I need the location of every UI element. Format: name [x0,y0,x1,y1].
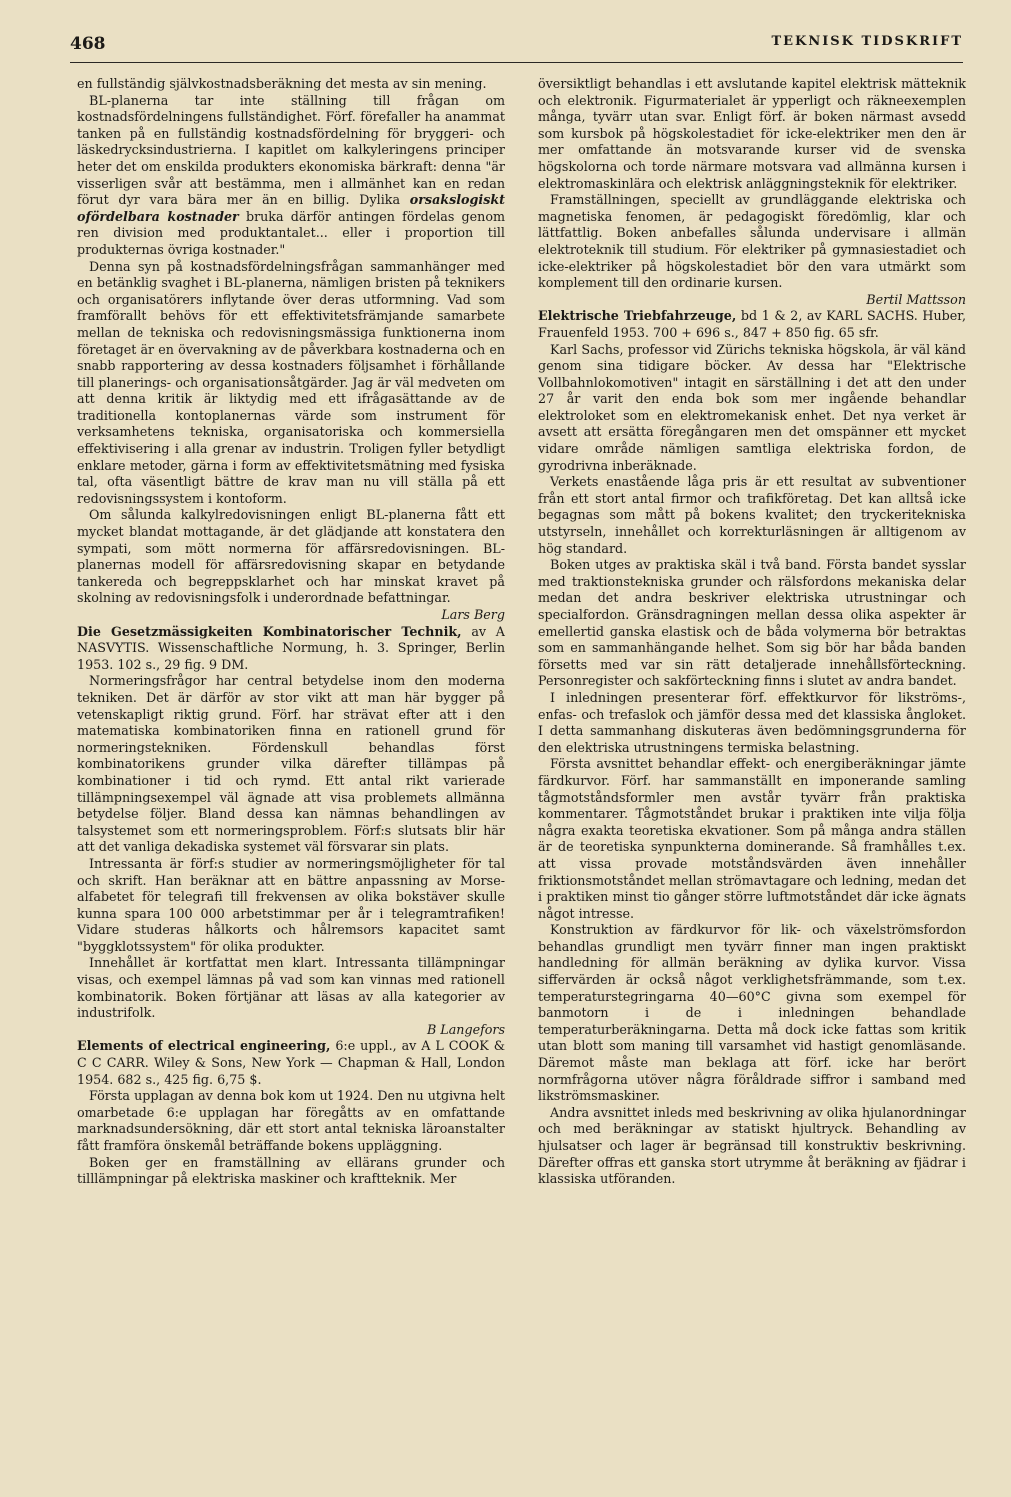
paragraph: Konstruktion av färdkurvor för lik- och växelströmsfordon behandlas grundligt men tyvärr finner man ingen praktiskt handledning för allmän beräkning av dylika kurvor. Vissa siffervärden är också något verklighetsfrämmande, som t.ex. temperaturstegringarna 40—60°C givna som exempel för banmotorn i de i inledningen behandlade temperaturberäkningarna. Detta må dock icke fattas som kritik utan blott som maning till varsamhet vid hastigt genomläsande. Däremot måste man beklaga att förf. icke har berört normfrågorna utöver några föråldrade siffror i samband med likströmsmaskiner. [538,922,966,1104]
running-header [70,28,963,63]
reviewer-signature: Lars Berg [441,607,505,622]
reviewer-signature: B Langefors [426,1021,505,1037]
review-heading [77,1038,505,1088]
book-title: Die Gesetzmässigkeiten Kombinatorischer Technik, [77,623,462,639]
paragraph: I inledningen presenterar förf. effektkurvor för likströms-, enfas- och trefaslok och jämför dessa med det klassiska ångloket. I detta sammanhang diskuteras även bedömningsgrunderna för den elektriska utrustningens termiska belastning. [538,689,966,755]
paragraph-text: BL-planerna tar inte ställning till frågan om kostnadsfördelningens fullständighet. Förf. förefaller ha anammat tanken på en fullständig kostnadsfördelning för bryggeri- och läskedrycksindustrierna. I kapitlet om kalkyleringens principer heter det om enskilda produkters ekonomiska bärkraft: denna "är visserligen svår att bestämma, men i allmänhet kan en redan förut dyr vara bära mer än en billig. Dylika [77,92,505,208]
book-title: Elements of electrical engineering, [77,1038,331,1054]
paragraph: Boken ger en framställning av ellärans grunder och tilllämpningar på elektriska maskiner och kraftteknik. Mer [77,1154,505,1187]
paragraph: Boken utges av praktiska skäl i två band. Första bandet sysslar med traktionstekniska grunder och rälsfordons mekaniska delar medan det andra beskriver elektriska utrustningar och specialfordon. Gränsdragningen mellan dessa olika aspekter är emellertid ganska elastisk och de båda volymerna bör betraktas som en sammanhängande helhet. Som sig bör har båda banden försetts med var sin rätt detaljerade innehållsförteckning. Personregister och sakförteckning finns i slutet av andra bandet. [538,557,966,689]
paragraph: Framställningen, speciellt av grundläggande elektriska och magnetiska fenomen, är pedagogiskt föredömlig, klar och lättfattlig. Boken anbefalles sålunda undervisare i allmän elektroteknik till studium. För elektriker på gymnasiestadiet och icke-elektriker på högskolestadiet bör den vara utmärkt som komplement till den ordinarie kursen. [538,192,966,291]
paragraph: Karl Sachs, professor vid Zürichs tekniska högskola, är väl känd genom sina tidigare böcker. Av dessa har "Elektrische Vollbahnlokomotiven" intagit en särställning i det att den under 27 år varit den enda bok som mer ingående behandlar elektroloket som en elektromekanisk enhet. Det nya verket är avsett att ersätta föregångaren men det omspänner ett mycket vidare område nämligen samtliga elektriska fordon, de gyrodrivna inberäknade. [538,341,966,473]
paragraph: Denna syn på kostnadsfördelningsfrågan sammanhänger med en betänklig svaghet i BL-planerna, nämligen bristen på teknikers och organisatörers inflytande över deras utformning. Vad som framförallt behövs för ett effektivitetsfrämjande samarbete mellan de tekniska och redovisningsmässiga funktionerna inom företaget är en övervakning av de påverkbara kostnaderna och en snabb rapportering av dessa kostnaders följsamhet i förhållande till planerings- och organisationsåtgärder. Jag är väl medveten om att denna kritik är liktydig med ett ifrågasättande av de traditionella kontoplanernas värde som instrument för verksamhetens tekniska, organisatoriska och kommersiella effektivisering i alla grenar av industrin. Troligen fyller betydligt enklare metoder, gärna i form av effektivitetsmätning med fysiska tal, ofta väsentligt bättre de krav man nu vill ställa på ett redovisningssystem i kontoform. [77,258,505,506]
emphasized-term: orsakslogiskt ofördelbara kostnader [77,192,505,224]
book-details: 6:e uppl., av A L COOK & C C CARR. Wiley & Sons, New York — Chapman & Hall, London 1954. 682 s., 425 fig. 6,75 $. [77,1038,505,1087]
paragraph: en fullständig självkostnadsberäkning det mesta av sin mening. [77,76,487,91]
paragraph: Andra avsnittet inleds med beskrivning av olika hjulanordningar och med beräkningar av statiskt hjultryck. Behandling av hjulsatser och lager är begränsad till konstruktiv beskrivning. Därefter offras ett ganska stort utrymme åt beräkning av fjädrar i klassiska utföranden. [538,1104,966,1187]
book-details: av A NASVYTIS. Wissenschaftliche Normung, h. 3. Springer, Berlin 1953. 102 s., 29 fig. 9 DM. [77,623,505,672]
paragraph: Innehållet är kortfattat men klart. Intressanta tillämpningar visas, och exempel lämnas på vad som kan vinnas med rationell kombinatorik. Boken förtjänar att läsas av alla kategorier av industrifolk. [77,955,505,1021]
book-title: Elektrische Triebfahrzeuge, [538,308,737,324]
review-heading [77,624,505,674]
paragraph: Intressanta är förf:s studier av normeringsmöjligheter för tal och skrift. Han beräknar att en bättre anpassning av Morse-alfabetet för telegrafi till frekvensen av olika bokstäver skulle kunna spara 100 000 arbetstimmar per år i telegramtrafiken! Vidare studeras hålkorts och hålremsors kapacitet samt "byggklotssystem" för olika produkter. [77,855,505,954]
journal-title: TEKNISK TIDSKRIFT [771,34,963,49]
right-column [538,76,966,1188]
paragraph: Första upplagan av denna bok kom ut 1924. Den nu utgivna helt omarbetade 6:e upplagan har föregåtts av en omfattande marknadsundersökning, där ett stort antal tekniska läroanstalter fått framföra önskemål beträffande bokens uppläggning. [77,1088,505,1153]
paragraph: Om sålunda kalkylredovisningen enligt BL-planerna fått ett mycket blandat mottagande, är det glädjande att konstatera den sympati, som mött normerna för affärsredovisningen. BL-planernas modell för affärsredovisning skapar en betydande tankereda och begreppsklarhet och har minskat kravet på skolning av redovisningsfolk i underordnade befattningar. [77,507,505,606]
left-column [77,76,505,1188]
paragraph: Verkets enastående låga pris är ett resultat av subventioner från ett stort antal firmor och trafikföretag. Det kan alltså icke begagnas som mått på bokens kvalitet; den tryckeritekniska utstyrseln, innehållet och korrekturläsningen är alltigenom av hög standard. [538,474,966,556]
page-number: 468 [70,34,106,54]
review-heading [538,308,966,341]
reviewer-signature: Bertil Mattsson [866,291,966,307]
paragraph-text: bruka därför antingen fördelas genom ren division med produktantalet... eller i proportion till produkternas övriga kostnader." [77,208,505,257]
paragraph: Normeringsfrågor har central betydelse inom den moderna tekniken. Det är därför av stor vikt att man här bygger på vetenskapligt riktig grund. Förf. har strävat efter att i den matematiska kombinatoriken finna en rationell grund för normeringstekniken. Fördenskull behandlas först kombinatorikens grunder vilka därefter tillämpas på kombinationer i tid och rymd. Ett antal rikt varierade tillämpningsexempel väl ägnade att visa problemets allmänna betydelse följer. Bland dessa kan nämnas behandlingen av talsystemet som ett normeringsproblem. Förf:s slutsats blir här att det vanliga dekadiska systemet väl försvarar sin plats. [77,673,505,855]
paragraph: Första avsnittet behandlar effekt- och energiberäkningar jämte färdkurvor. Förf. har sammanställt en imponerande samling tågmotståndsformler men avstår tyvärr från praktiska kommentarer. Tågmotståndet brukar i praktiken inte vilja följa några exakta teoretiska ekvationer. Som på många andra ställen är de teoretiska synpunkterna dominerande. Så framhålles t.ex. att vissa provade motståndsvärden även innehåller friktionsmotståndet mellan strömavtagare och ledning, medan det i praktiken minst tio gånger större luftmotståndet där icke ägnats något intresse. [538,756,966,921]
book-details: bd 1 & 2, av KARL SACHS. Huber, Frauenfeld 1953. 700 + 696 s., 847 + 850 fig. 65 sfr. [538,308,967,340]
paragraph: översiktligt behandlas i ett avslutande kapitel elektrisk mätteknik och elektronik. Figurmaterialet är ypperligt och räkneexemplen många, tyvärr utan svar. Enligt förf. är boken närmast avsedd som kursbok på högskolestadiet för icke-elektriker men den är mer omfattande än motsvarande kurser vid de svenska högskolorna och torde närmare motsvara vad allmänna kursen i elektromaskinlära och elektrisk anläggningsteknik för elektriker. [538,76,966,191]
paragraph [77,93,505,259]
